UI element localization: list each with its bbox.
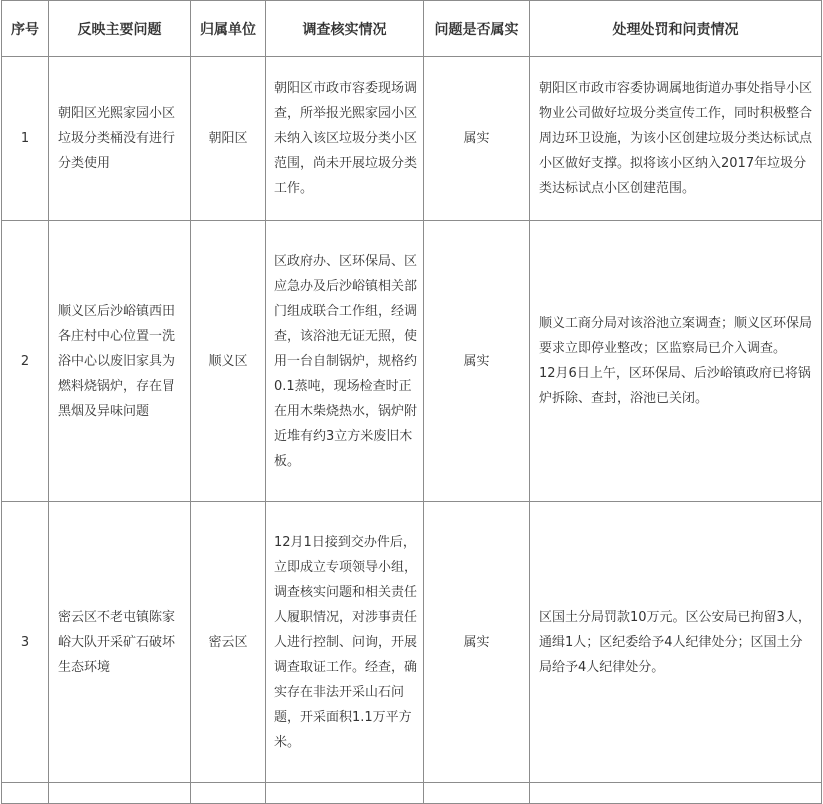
header-no: 序号: [2, 1, 49, 57]
row-penalty: [530, 57, 822, 221]
penalty-paragraph: 朝阳区市政市容委协调属地街道办事处指导小区物业公司做好垃圾分类宣传工作，同时积极整合周边环卫设施，为该小区创建垃圾分类达标试点小区做好支撑。拟将该小区纳入2017年垃圾分类达标试点小区创建范围。: [539, 81, 813, 196]
row-finding: 12月1日接到交办件后，立即成立专项领导小组，调查核实问题和相关责任人履职情况，对涉事责任人进行控制、问询，开展调查取证工作。经查，确实存在非法开采山石问题，开采面积1.1万平方米。: [266, 502, 424, 783]
row-verdict: 属实: [424, 502, 530, 783]
row-finding: 朝阳区市政市容委现场调查，所举报光熙家园小区未纳入该区垃圾分类小区范围，尚未开展垃圾分类工作。: [266, 57, 424, 221]
table-row: [2, 221, 822, 502]
row-unit: 朝阳区: [191, 57, 266, 221]
header-finding: 调查核实情况: [266, 1, 424, 57]
row-problem: 密云区不老屯镇陈家峪大队开采矿石破坏生态环境: [49, 502, 191, 783]
row-problem: 朝阳区光熙家园小区垃圾分类桶没有进行分类使用: [49, 57, 191, 221]
penalty-paragraph: 顺义工商分局对该浴池立案调查；顺义区环保局要求立即停业整改；区监察局已介入调查。: [539, 316, 813, 356]
row-problem: 顺义区后沙峪镇西田各庄村中心位置一洗浴中心以废旧家具为燃料烧锅炉，存在冒黑烟及异味问题: [49, 221, 191, 502]
table-header-row: [2, 1, 822, 57]
row-number: 1: [2, 57, 49, 221]
complaint-table: [1, 0, 822, 804]
row-unit: 顺义区: [191, 221, 266, 502]
penalty-paragraph: 12月6日上午，区环保局、后沙峪镇政府已将锅炉拆除、查封，浴池已关闭。: [539, 366, 811, 406]
row-unit: 密云区: [191, 502, 266, 783]
table-row-partial: [2, 783, 822, 804]
header-problem: 反映主要问题: [49, 1, 191, 57]
header-verdict: 问题是否属实: [424, 1, 530, 57]
row-verdict: 属实: [424, 221, 530, 502]
row-penalty: [530, 502, 822, 783]
row-number: 2: [2, 221, 49, 502]
header-penalty: 处理处罚和问责情况: [530, 1, 822, 57]
table-row: [2, 57, 822, 221]
row-number: 3: [2, 502, 49, 783]
row-verdict: 属实: [424, 57, 530, 221]
penalty-paragraph: 区国土分局罚款10万元。区公安局已拘留3人，通缉1人；区纪委给予4人纪律处分；区国土分局给予4人纪律处分。: [539, 609, 811, 675]
row-penalty: [530, 221, 822, 502]
row-finding: 区政府办、区环保局、区应急办及后沙峪镇相关部门组成联合工作组，经调查，该浴池无证无照，使用一台自制锅炉，规格约0.1蒸吨，现场检查时正在用木柴烧热水，锅炉附近堆有约3立方米废旧木板。: [266, 221, 424, 502]
table-row: [2, 502, 822, 783]
header-unit: 归属单位: [191, 1, 266, 57]
